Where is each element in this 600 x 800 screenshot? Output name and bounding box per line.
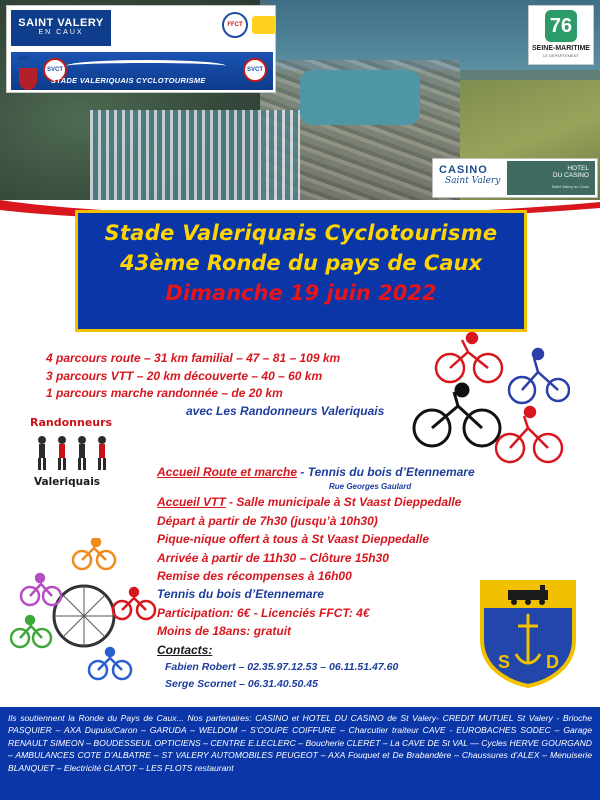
- course-road: 4 parcours route – 31 km familial – 47 – 81 – 109 km: [46, 351, 341, 365]
- harbor-area: [90, 110, 300, 200]
- club-shield-icon: [19, 68, 37, 90]
- sponsors-footer: [0, 707, 600, 800]
- department-sub: LE DÉPARTEMENT: [543, 53, 579, 58]
- cyclist-purple-icon: [21, 574, 61, 605]
- colorful-cyclists-illustration: [10, 538, 158, 688]
- club-logos: [6, 5, 276, 93]
- brand-line1: SAINT VALERY: [18, 17, 104, 29]
- randonneurs-top: Randonneurs: [30, 416, 113, 429]
- cyclist-blue-icon: [509, 349, 569, 403]
- seine-maritime-logo: [528, 5, 594, 65]
- accueil-vtt-place: - Salle municipale à St Vaast Dieppedalle: [229, 495, 462, 510]
- under-18-free: Moins de 18ans: gratuit: [157, 624, 292, 639]
- course-vtt: 3 parcours VTT – 20 km découverte – 40 – 60 km: [46, 368, 323, 383]
- wave-icon: [66, 60, 226, 72]
- casino-city: Saint Valery: [445, 176, 501, 186]
- ffct-logo: FFCT: [222, 12, 248, 38]
- svct-disc-icon: SVCT: [243, 58, 267, 82]
- label-badge-icon: [252, 16, 276, 34]
- arrivee-time: Arrivée à partir de 11h30 – Clôture 15h30: [157, 550, 389, 565]
- contact-serge: Serge Scornet – 06.31.40.50.45: [165, 678, 318, 691]
- address: Rue Georges Gaulard: [329, 482, 412, 492]
- club-banner-name: STADE VALERIQUAIS CYCLOTOURISME: [51, 76, 206, 85]
- recompenses-time: Remise des récompenses à 16h00: [157, 569, 352, 584]
- department-number: 76: [545, 10, 577, 42]
- participation-fee: Participation: 6€ - Licenciés FFCT: 4€: [157, 605, 370, 620]
- course-with: avec Les Randonneurs Valeriquais: [186, 403, 385, 418]
- title-club: Stade Valeriquais Cyclotourisme: [104, 221, 498, 245]
- cyclist-red2-icon: [496, 407, 562, 462]
- cyclist-orange-icon: [73, 538, 115, 569]
- contacts-label: Contacts:: [157, 642, 213, 657]
- casino-mark: [435, 161, 505, 195]
- shield-letter-s: S: [498, 652, 511, 672]
- svct-disc-icon: SVCT: [43, 58, 67, 82]
- saint-valery-logo: [11, 10, 111, 46]
- cyclist-blue-icon: [89, 648, 131, 679]
- contact-fabien: Fabien Robert – 02.35.97.12.53 – 06.11.51.47.60: [165, 661, 399, 674]
- hotel-sub: Saint Valery en Caux: [551, 184, 589, 189]
- pique-nique: Pique-nique offert à tous à St Vaast Dieppedalle: [157, 532, 430, 547]
- sponsors-text: Ils soutiennent la Ronde du Pays de Caux... Nos partenaires: CASINO et HOTEL DU CASINO de St Valery- CREDIT MUTUEL St Valery - Brioche PASQUIER – AXA Dupuis/Caron – GARUDA – WELDOM – S’COUPE COIFFURE – Charcutier traiteur CAVE - EUROBACHES SODEC – Garage RENAULT SIMEON – BOUDESSEUL OPTICIENS – CENTRE E.LECLERC – Boucherie CLERET – La CAVE DE St VAL — Cycles HERVE GOURGAND – AMBULANCES COTE D’ALBATRE – ST VALERY AUTOMOBILES PEUGEOT – AXA Fouquet et De Brabandère – Chaussures d’ALEX – Menuiserie BLANQUET – Electricité CLATOT – LES FLOTS restaurant: [8, 713, 592, 773]
- cyclist-green-icon: [11, 616, 51, 647]
- event-details: [157, 463, 475, 693]
- club-year: 1891: [17, 56, 31, 62]
- brand-line2: EN CAUX: [38, 29, 84, 36]
- accueil-vtt-label: Accueil VTT: [157, 495, 226, 510]
- cyclists-illustration: [410, 330, 570, 480]
- cyclist-red-icon: [113, 588, 155, 619]
- title-event: 43ème Ronde du pays de Caux: [119, 251, 482, 275]
- accueil-vtt: [157, 493, 475, 511]
- course-walk: 1 parcours marche randonnée – de 20 km: [46, 386, 283, 400]
- depart-time: Départ à partir de 7h30 (jusqu’à 10h30): [157, 513, 378, 528]
- hotel-mark: [507, 161, 595, 195]
- randonneurs-bottom: Valeriquais: [34, 476, 101, 488]
- coat-of-arms-icon: [478, 578, 578, 688]
- accueil-route-label: Accueil Route et marche: [157, 465, 298, 479]
- event-title-box: [75, 210, 527, 332]
- randonneurs-logo: [22, 410, 122, 500]
- basin-area: [300, 70, 420, 125]
- department-name: SEINE-MARITIME: [532, 45, 590, 52]
- title-date: Dimanche 19 juin 2022: [165, 281, 437, 305]
- cyclist-red-icon: [436, 333, 502, 382]
- casino-logo: [432, 158, 598, 198]
- recompenses-place: Tennis du bois d’Etennemare: [157, 587, 324, 602]
- shield-letter-d: D: [546, 652, 559, 672]
- casino-name: CASINO: [439, 164, 488, 176]
- accueil-route: [157, 463, 475, 481]
- cyclist-black-icon: [414, 384, 500, 446]
- hotel-name: HOTEL DU CASINO: [552, 165, 589, 179]
- walkers-icon: [28, 432, 116, 474]
- header-photo: [0, 0, 600, 200]
- accueil-route-place: - Tennis du bois d’Etennemare: [300, 465, 475, 479]
- svct-banner: [11, 52, 273, 90]
